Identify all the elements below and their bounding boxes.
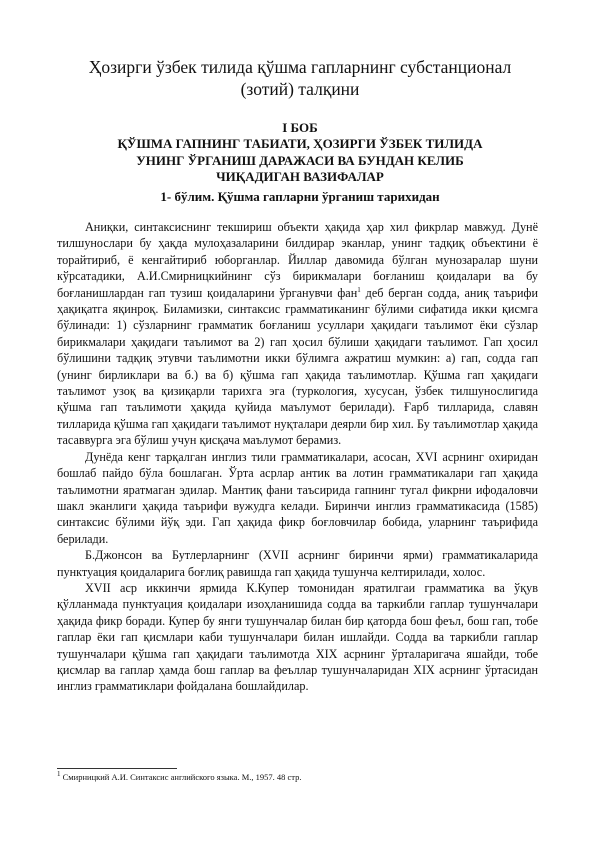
title-line-1: Ҳозирги ўзбек тилида қўшма гапларнинг субстанционал [88,57,512,77]
chapter-title-line-1: ҚЎШМА ГАПНИНГ ТАБИАТИ, ҲОЗИРГИ ЎЗБЕК ТИЛИДА [117,136,483,152]
footnote-marker: 1 [57,770,61,779]
paragraph-1 [57,219,538,449]
body-text [57,219,538,695]
paragraph-4: XVII аср иккинчи ярмида К.Купер томонидан яратилгаи грамматика ва ўқув қўлланмада пунктуация қоидалари изоҳланишида содда ва таркибли гаплар тушунчалари ҳақида фикр боради. Купер бу янги тушунчалар билан бир қаторда бош феъл, бош гап, тобе гаплар ёки гап қисмлари каби тушунчалари билан ишлайди. Содда ва таркибли гаплар тушунчалари қўшма гап ҳақидаги таълимотда XIX асрнинг ўрталаригача яшайди, тобе қисмлар ва гаплар ҳамда бош гаплар ва феъллар тушунчаларидан XIX асрнинг ўртасидан инглиз грамматиклари фойдалана бошлайдилар. [57,580,538,694]
footnote-reference: 1 [357,285,361,294]
chapter-title-line-2: УНИНГ ЎРГАНИШ ДАРАЖАСИ ВА БУНДАН КЕЛИБ [136,152,464,168]
document-title [60,56,540,100]
chapter-number: I БОБ [282,120,318,135]
paragraph-2: Дунёда кенг тарқалган инглиз тили грамматикалари, асосан, XVI асрнинг охиридан бошлаб пайдо бўла бошлаган. Ўрта асрлар антик ва лотин грамматикалари гап ҳақида таълимотни яратмаган эдилар. Мантиқ фани таъсирида гапнинг тугал фикрни ифодаловчи шакл эканлиги ҳақида таърифи вужудга келади. Биринчи инглиз грамматикасида (1585) синтаксис бўлими йўқ эди. Гап ҳақида фикр боғловчилар бобида, уларнинг таърифида берилади. [57,449,538,546]
chapter-heading [60,120,540,185]
title-line-2: (зотий) талқини [240,79,360,99]
paragraph-1-part-b: деб берган содда, аниқ таърифи ҳақиқатга яқинроқ. Биламизки, синтаксис грамматиканинг бўлими сифатида икки қисмга бўлинади: 1) сўзларнинг грамматик боғланиш усуллари ҳақидаги таълимот ёки сўзлар бирикмалари ҳақидаги таълимот ва 2) гап ҳосил бўлиши ҳақидаги таълимот. Гап ҳосил бўлишини тадқиқ этувчи таълимотни икки бўлимга ажратиш мумкин: а) гап, содда гап (унинг бирликлари ва б.) ва б) қўшма гап ҳақида таълимотлар. Қўшма гап ҳақидаги таълимот узоқ ва қизиқарли тарихга эга (туркология, хусусан, ўзбек тилшунослигида қўшма гап таълимоти ҳақида қуйида маълумот берилади). Ғарб тилларида, славян тилларида қўшма гап ҳақидаги таълимот нуқталари деярли бир хил. Бу таълимотлар ҳақида тасаввурга эга бўлиш учун қисқача маълумот берамиз. [57,285,538,448]
footnote [57,772,538,783]
chapter-title-line-3: ЧИҚАДИГАН ВАЗИФАЛАР [216,168,384,184]
paragraph-1-part-a: Аниқки, синтаксиснинг текшириш объекти ҳақида ҳар хил фикрлар мавжуд. Дунё тилшунослари бу ҳақда мулоҳазаларини билдирар эканлар, унинг тадқиқ объектини ё торайтириб, ё кенгайтириб юборганлар. Йиллар давомида бўлган мунозаралар шуни кўрсатадики, А.И.Смирницкийнинг сўз бирикмалари боғланиш қоидалари ва бу боғланишлардан гап тузиш қоидаларини ўрганувчи фан [57,220,538,300]
section-heading: 1- бўлим. Қўшма гапларни ўрганиш тарихидан [160,189,440,204]
footnote-divider [57,768,177,769]
paragraph-3: Б.Джонсон ва Бутлерларнинг (XVII асрнинг биринчи ярми) грамматикаларида пунктуация қоидаларига боғлиқ равишда гап ҳақида тушунча келтирилади, холос. [57,548,538,579]
footnote-text: Смирницкий А.И. Синтаксис английского языка. М., 1957. 48 стр. [60,772,302,782]
